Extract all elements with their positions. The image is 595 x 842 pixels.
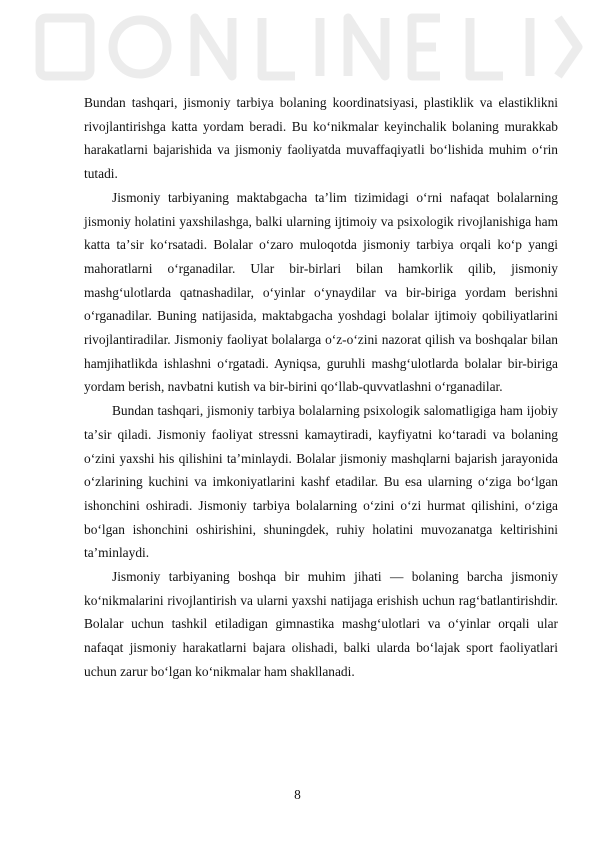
paragraph: Bundan tashqari, jismoniy tarbiya bolalarning psixologik salomatligiga ham ijobiy taʼsir qiladi. Jismoniy faoliyat stressni kamaytiradi, kayfiyatni ko‘taradi va bolaning o‘zini yaxshi his qilishini taʼminlaydi. Bolalar jismoniy mashqlarni bajarish jarayonida o‘zlarining kuchini va imkoniyatlarini kashf etadilar. Bu esa ularning o‘ziga bo‘lgan ishonchini oshiradi. Jismoniy tarbiya bolalarning o‘zini o‘zi hurmat qilishini, o‘ziga bo‘lgan ishonchini oshirishini, shuningdek, ruhiy holatini muvozanatga keltirishini taʼminlaydi. [84,403,558,561]
paragraph: Jismoniy tarbiyaning maktabgacha taʼlim tizimidagi o‘rni nafaqat bolalarning jismoniy holatini yaxshilashga, balki ularning ijtimoiy va psixologik rivojlanishiga ham katta taʼsir ko‘rsatadi. Bolalar o‘zaro muloqotda jismoniy tarbiya orqali ko‘p yangi mahoratlarni o‘rganadilar. Ular bir-birlari bilan hamkorlik qilib, jismoniy mashg‘ulotlarda qatnashadilar, o‘yinlar o‘ynaydilar va bir-biriga yordam berishni o‘rganadilar. Buning natijasida, maktabgacha yoshdagi bolalar ijtimoiy qobiliyatlarini rivojlantiradilar. Jismoniy faoliyat bolalarga o‘z-o‘zini nazorat qilish va boshqalar bilan hamjihatlikda ishlashni o‘rgatadi. Ayniqsa, guruhli mashg‘ulotlarda bolalar bir-biriga yordam berish, navbatni kutish va bir-birini qo‘llab-quvvatlashni o‘rganadilar. [84,189,558,395]
paragraph: Bundan tashqari, jismoniy tarbiya bolaning koordinatsiyasi, plastiklik va elastiklikni rivojlantirishga katta yordam beradi. Bu ko‘nikmalar keyinchalik bolaning murakkab harakatlarni bajarishida va jismoniy faoliyatda muvaffaqiyatli bo‘lishida muhim o‘rin tutadi. [84,95,558,182]
paragraph: Jismoniy tarbiyaning boshqa bir muhim jihati — bolaning barcha jismoniy ko‘nikmalarini rivojlantirish va ularni yaxshi natijaga erishish uchun rag‘batlantirishdir. Bolalar uchun tashkil etiladigan gimnastika mashg‘ulotlari va o‘yinlar orqali ular nafaqat jismoniy harakatlarni bajara olishadi, balki ularda bo‘lajak sport faoliyatlari uchun zarur bo‘lgan ko‘nikmalar ham shakllanadi. [84,569,558,679]
page-number: 8 [294,787,301,802]
document-body [84,91,558,684]
